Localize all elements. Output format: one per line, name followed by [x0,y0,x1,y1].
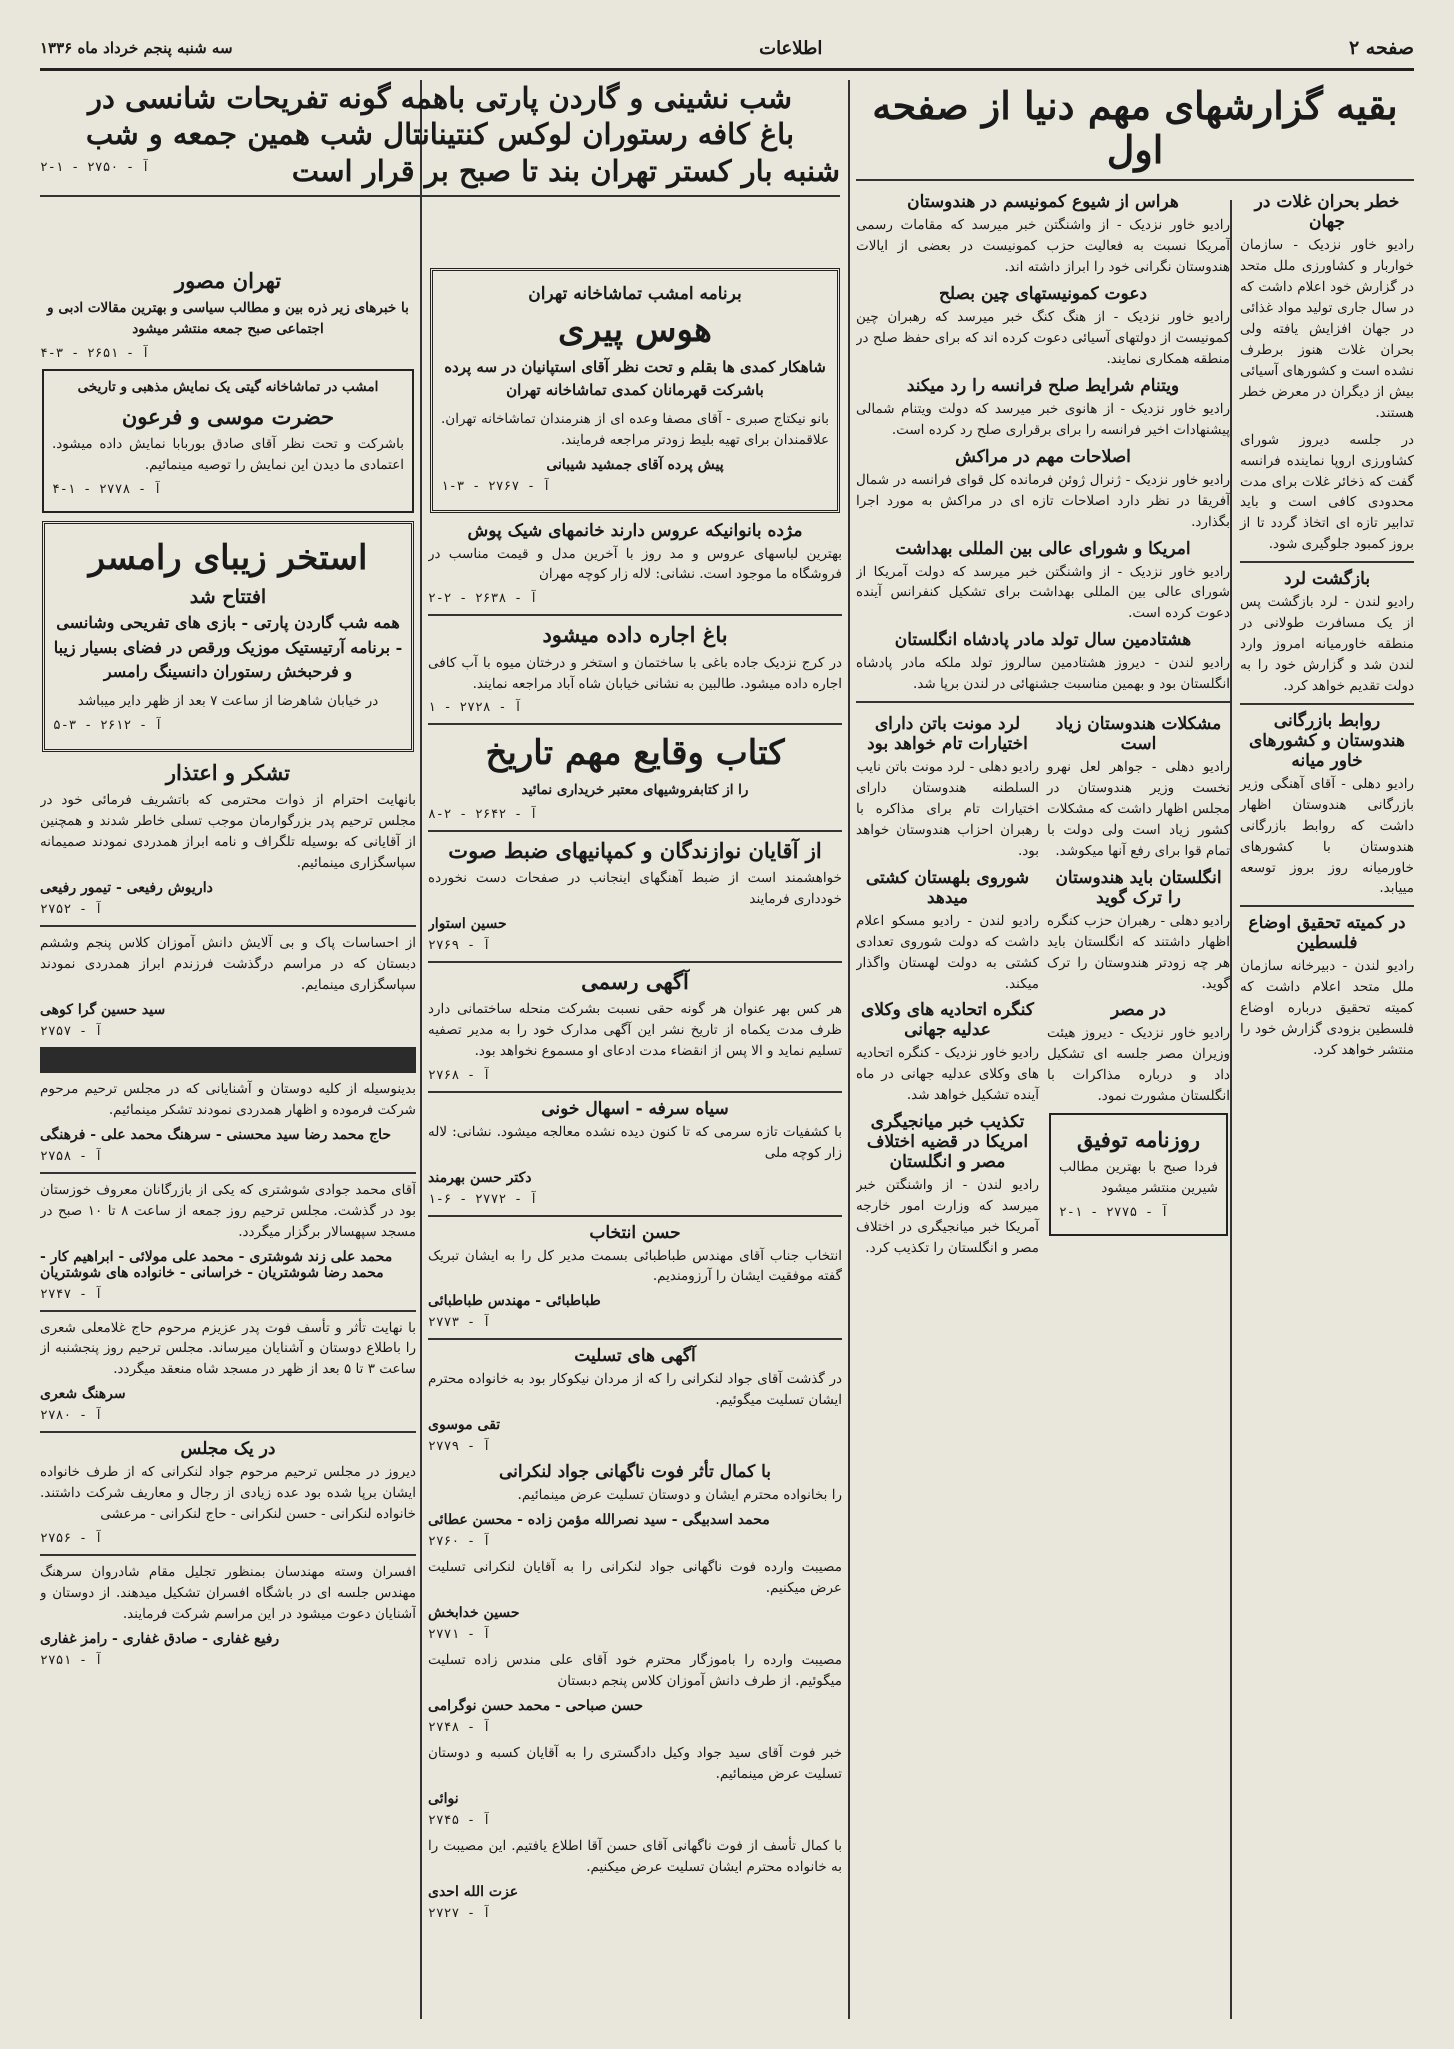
ramsar-small: در خیابان شاهرضا از ساعت ۷ بعد از ظهر دایر میباشد [77,693,379,710]
decorative-bar [40,1047,416,1073]
theater-sub: شاهکار کمدی ها بقلم و تحت نظر آقای استپانیان در سه پرده باشرکت قهرمانان کمدی تماشاخانه تهران [444,358,826,400]
signature: تقی موسوی [428,1417,501,1434]
bagh-text: در کرج نزدیک جاده باغی با ساختمان و استخر و درختان میوه با آب کافی اجاره داده میشود. طالبین به نشانی خیابان شاه آباد مراجعه نمایند. [428,654,842,692]
banner-line-2: باغ کافه رستوران لوکس کنتینانتال شب همین جمعه و شب [85,117,795,152]
news-text: رادیو خاور نزدیک - از واشنگتن خبر میرسد که دولت آمریکا از شورای عالی بین المللی بهداشت برای تشکیل کنفرانس آینده دعوت کرده است. [856,563,1230,622]
banner-line-3: شنبه بار کستر تهران بند تا صبح بر قرار است [291,153,840,188]
ad-code: آ - ۲۷۵۰ - ۱-۲ [40,160,150,176]
ad-code: آ - ۲۷۴۷ [40,1286,103,1302]
news-headline: لرد مونت باتن دارای اختیارات تام خواهد بود [867,714,1028,755]
ramsar-box [42,521,414,752]
tehran-mosavar-text: با خبرهای زیر ذره بین و مطالب سیاسی و بهترین مقالات ادبی و اجتماعی صبح جمعه منتشر میشود [47,300,409,338]
ad-code: آ - ۲۷۷۱ [428,1626,491,1642]
top-banner-ad [40,80,840,255]
divider [40,1554,416,1556]
signature: حسن صباحی - محمد حسن نوگرامی [428,1697,644,1714]
book-text: را از کتابفروشیهای معتبر خریداری نمائید [521,781,749,798]
news-headline: مشکلات هندوستان زیاد است [1055,714,1222,755]
divider [1240,703,1414,705]
khuzestan-text: آقای محمد جوادی شوشتری که یکی از بازرگانان معروف خوزستان بود در گذشت. مجلس ترحیم روز جمعه از ساعت ۸ تا ۱۰ صبح در مسجد سپهسالار برگزار میگردد. [40,1181,416,1240]
date-line: سه شنبه پنجم خرداد ماه ۱۳۳۶ [40,39,233,57]
news-headline: تکذیب خبر میانجیگری امریکا در قضیه اختلاف مصر و انگلستان [866,1112,1029,1173]
news-section [856,80,1414,2019]
news-headline: در کمیته تحقیق اوضاع فلسطین [1248,913,1406,954]
news-headline: هشتادمین سال تولد مادر پادشاه انگلستان [894,630,1192,651]
ad-code: آ - ۲۷۷۲ - ۶-۱ [428,1191,538,1207]
divider [856,179,1414,181]
wedding-text: بهترین لباسهای عروس و مد روز با آخرین مدل و قیمت مناسب در فروشگاه ما موجود است. نشانی: لاله زار کوچه مهران [428,545,842,583]
divider [856,701,1230,703]
news-headline: دعوت کمونیستهای چین بصلح [938,284,1148,305]
news-text: رادیو خاور نزدیک - از هنگ کنگ خبر میرسد که رهبران چین کمونیست از دولتهای آسیائی دعوت کرده اند که برای حفظ صلح در منطقه همکاری نمایند. [856,309,1230,367]
news-text: رادیو دهلی - لرد مونت باتن نایب السلطنه هندوستان دارای اختیارات تام برای مذاکره با رهبران احزاب هندوستان خواهد بود. [856,759,1039,859]
page-header [40,28,1414,71]
signature: داریوش رفیعی - تیمور رفیعی [40,880,213,897]
afsaran-text: افسران وسته مهندسان بمنظور تجلیل مقام شادروان سرهنگ مهندس جلسه ای در باشگاه افسران تشکیل میدهند. از دوستان و آشنایان دعوت میشود در این مراسم شرکت فرمایند. [40,1564,416,1622]
divider [40,1310,416,1312]
ad-code: آ - ۲۷۵۱ [40,1652,103,1668]
ad-code: آ - ۲۶۳۸ - ۲-۲ [428,591,538,607]
doctor-text: با کشفیات تازه سرمی که تا کنون دیده نشده معالجه میشود. نشانی: لاله زار کوچه ملی [428,1123,842,1161]
divider [40,195,840,197]
ad-code: آ - ۲۷۲۷ [428,1905,491,1921]
ad-code: آ - ۲۷۶۹ [428,937,491,953]
news-text: رادیو خاور نزدیک - از واشنگتن خبر میرسد که مقامات رسمی آمریکا نسبت به فعالیت حزب کمونیست در بعضی از ایالات هندوستان نگرانی خود را ابراز داشته اند. [856,217,1230,276]
tehran-mosavar-title: تهران مصور [174,268,282,293]
teachers-text: مصیبت وارده را باموزگار محترم خود آقای علی مندس زاده تسلیت میگوئیم. از طرف دانش آموزان کلاس پنجم دبستان [428,1651,842,1689]
agahi-rasmi-title: آگهی رسمی [581,968,689,994]
tofigh-box [1049,1113,1228,1236]
divider [40,1172,416,1174]
signature: دکتر حسن بهرمند [428,1169,532,1186]
news-subcolumn-a [1047,709,1230,1265]
news-text: رادیو خاور نزدیک - کنگره اتحادیه های وکلای عدلیه جهانی در ماه آینده تشکیل خواهد شد. [856,1045,1039,1104]
divider [428,723,842,725]
sarhang-text: با نهایت تأثر و تأسف فوت پدر عزیزم مرحوم حاج غلامعلی شعری را باطلاع دوستان و آشنایان میرساند. مجلس ترحیم روز پنجشنبه از ساعت ۳ تا ۵ بعد از ظهر در مسجد شاه منعقد میگردد. [40,1319,416,1378]
theater-text: بانو نیکتاج صبری - آقای مصفا وعده ای از هنرمندان تماشاخانه تهران. علاقمندان برای تهیه بلیط زودتر مراجعه فرمایند. [441,410,829,448]
ramsar-text: همه شب گاردن پارتی - بازی های تفریحی وشانسی - برنامه آرتیستیک موزیک ورقص در فضای بسیار زیبا و فرحبخش رستوران دانسینگ رامسر [53,612,403,682]
sepas-text: از احساسات پاک و بی آلایش دانش آموزان کلاس پنجم وششم دبستان که در مراسم درگذشت فرزندم ابراز همدردی نمودند سپاسگزاری مینمایم. [40,935,416,993]
ad-code: آ - ۲۷۷۳ [428,1315,491,1331]
hasan-entekhab-text: انتخاب جناب آقای مهندس طباطبائی بسمت مدیر کل را به ایشان تبریک گفته موفقیت ایشان را آرزومندیم. [428,1247,842,1285]
tofigh-title: روزنامه توفیق [1076,1127,1201,1153]
news-text: رادیو لندن - دبیرخانه سازمان ملل متحد اعلام داشت که کمیته تحقیق درباره اوضاع فلسطین بزودی گزارش خود را منتشر خواهد کرد. [1240,958,1414,1059]
divider [428,830,842,832]
news-text: رادیو لندن - لرد بازگشت پس از یک مسافرت طولانی در منطقه خاورمیانه امروز وارد لندن شد و گزارش خود را به دولت تقدیم خواهد کرد. [1240,594,1414,694]
banner-line-1: شب نشینی و گاردن پارتی باهمه گونه تفریحات شانسی در [87,81,793,115]
news-headline: امریکا و شورای عالی بین المللی بهداشت [895,538,1191,559]
divider [428,961,842,963]
divider [40,1431,416,1433]
news-headline: روابط بازرگانی هندوستان و کشورهای خاور میانه [1248,710,1405,771]
divider [428,1338,842,1340]
majlis-text: دیروز در مجلس ترحیم مرحوم جواد لنکرانی که از طرف خانواده ایشان برپا شده بود عده زیادی از رجال و معاریف شرکت داشتند. خانواده لنکرانی - حسن لنکرانی - حاج لنکرانی - مرعشی [40,1464,416,1523]
signature: طباطبائی - مهندس طباطبائی [428,1293,601,1310]
lankarani2-text: مصیبت وارده فوت ناگهانی جواد لنکرانی را به آقایان لنکرانی تسلیت عرض میکنیم. [428,1559,842,1597]
hasan-entekhab-title: حسن انتخاب [589,1222,681,1243]
news-headline: خطر بحران غلات در جهان [1254,192,1400,233]
ad-code: آ - ۲۷۷۹ [428,1439,491,1455]
ad-code: آ - ۲۷۲۸ - ۱ [428,700,522,716]
news-headline: کنگره اتحادیه های وکلای عدلیه جهانی [861,1000,1034,1041]
ad-code: آ - ۲۷۵۲ [40,902,103,918]
news-main-title: بقیه گزارشهای مهم دنیا از صفحه اول [872,83,1398,172]
ad-code: آ - ۲۷۵۷ [40,1023,103,1039]
ad-code: آ - ۲۶۴۲ - ۲-۸ [428,806,538,822]
news-headline: انگلستان باید هندوستان را ترک گوید [1055,867,1222,908]
gramophone-text: خواهشمند است از ضبط آهنگهای اینجانب در صفحات دست نخورده خودداری فرمایند [428,869,842,907]
news-headline: شوروی بلهستان کشتی میدهد [865,867,1030,908]
tasliyat-text: در گذشت آقای جواد لنکرانی را که از مردان نیکوکار بود به خانواده محترم ایشان تسلیت میگوئیم. [428,1371,842,1409]
news-text: رادیو لندن - از واشنگتن خبر میرسد که وزارت امور خارجه آمریکا خبر میانجیگری در اختلاف مصر و انگلستان را تکذیب کرد. [856,1177,1039,1256]
paper-name: اطلاعات [759,37,823,59]
news-text: رادیو دهلی - آقای آهنگی وزیر بازرگانی هندوستان اظهار داشت که روابط بازرگانی هندوستان با کشورهای خاورمیانه روز بروز توسعه مییابد. [1240,775,1414,897]
lawyer-text: خبر فوت آقای سید جواد وکیل دادگستری را به آقایان کسبه و دوستان تسلیت عرض مینمائیم. [428,1744,842,1782]
news-text: رادیو لندن - دیروز هشتادمین سالروز تولد ملکه مادر پادشاه انگلستان بود و بهمین مناسبت جشنهائی در لندن برپا شد. [856,655,1230,693]
news-text: رادیو خاور نزدیک - سازمان خواربار و کشاورزی ملل متحد در گزارش خود اعلام داشت که در سال جاری تولید مواد غذائی در جهان افزایش یافته ولی بحران غلات هنوز برطرف نشده است و کشورهای آسیائی بیش از دیگران در معرض خطر هستند. [1240,237,1414,421]
ad-code: آ - ۲۷۴۸ [428,1719,491,1735]
musa-text: باشرکت و تحت نظر آقای صادق بوربابا نمایش داده میشود. اعتمادی ما دیدن این نمایش را توصیه مینمائیم. [52,436,404,474]
ad-code: آ - ۲۷۷۵ - ۱-۲ [1059,1205,1169,1221]
agahi-rasmi-text: هر کس بهر عنوان هر گونه حقی نسبت بشرکت منحله ساختمانی دارد ظرف مدت یکماه از تاریخ نشر این آگهی مدارک خود را به مدیر تصفیه تسلیم نماید و الا پس از انقضاء مدت ادعای او مسموع نخواهد بود. [428,1000,842,1059]
musa-box [42,369,414,513]
book-title: کتاب وقایع مهم تاریخ [485,733,785,774]
theater-title: هوس پیری [558,310,712,350]
news-column-1 [1240,187,1414,1265]
news-text: در جلسه دیروز شورای کشاورزی اروپا نماینده فرانسه گفت که ذخائر غلات برای مدت محدودی کافی است و باید تدابیر تازه ای اتخاذ گردد تا از بروز کمبود جلوگیری شود. [1240,431,1414,553]
signature: حاج محمد رضا سید محسنی - سرهنگ محمد علی - فرهنگی [40,1126,392,1143]
news-subcolumn-b [856,709,1039,1265]
divider [428,614,842,616]
signature: عزت الله احدی [428,1883,519,1900]
ad-code: آ - ۲۷۷۸ - ۱-۴ [52,482,162,498]
news-headline: در مصر [1111,1000,1166,1021]
news-text: رادیو خاور نزدیک - از هانوی خبر میرسد که دولت ویتنام شمالی پیشنهادات اخیر فرانسه را برای برقراری صلح رد کرده است. [856,400,1230,438]
divider [1240,905,1414,907]
tasliyat-title: آگهی های تسلیت [574,1346,696,1367]
tofigh-text: فردا صبح با بهترین مطالب شیرین منتشر میشود [1059,1159,1218,1197]
theater-intro: برنامه امشب تماشاخانه تهران [528,284,742,304]
news-text: رادیو خاور نزدیک - ژنرال ژوئن فرمانده کل قوای فرانسه در شمال آفریقا در نظر دارد اصلاحات تازه ای در مراکش به مورد اجرا بگذارد. [856,471,1230,530]
doctor-title: سیاه سرفه - اسهال خونی [541,1098,729,1119]
news-text: رادیو خاور نزدیک - دیروز هیئت وزیران مصر جلسه ای تشکیل داد و درباره مذاکرات با انگلستان مشورت نمود. [1047,1025,1230,1105]
signature: رفیع غفاری - صادق غفاری - رامز غفاری [40,1630,280,1647]
ads-middle-column [428,262,842,2019]
musa-title: حضرت موسی و فرعون [121,404,335,430]
gramophone-title: از آقایان نوازندگان و کمپانیهای ضبط صوت [448,837,822,863]
tashakor-text: بانهایت احترام از ذوات محترمی که باتشریف فرمائی خود در مجلس ترحیم پدر بزرگوارمان موجب تسلی خاطر شدند و همچنین از آقایانی که بوسیله تلگراف و نامه ابراز همدردی نمودند صمیمانه سپاسگزاری مینمائیم. [40,792,416,872]
signature: محمد علی زند شوشتری - محمد علی مولائی - ابراهیم کار - محمد رضا شوشتریان - خراسانی - خانواده های شوشتریان [40,1248,393,1281]
divider [428,1215,842,1217]
column-rule [420,80,422,2019]
news-headline: هراس از شیوع کمونیسم در هندوستان [907,192,1179,213]
signature: پیش پرده آقای جمشید شیبانی [546,456,724,473]
signature: سید حسین گرا کوهی [40,1001,166,1018]
ad-code: آ - ۲۶۱۲ - ۳-۵ [53,718,163,734]
theater-box [430,268,840,513]
ramsar-sub: افتتاح شد [189,586,267,609]
signature: محمد اسدبیگی - سید نصرالله مؤمن زاده - محسن عطائی [428,1512,770,1529]
tashakor-title: تشکر و اعتذار [165,760,291,786]
page-number: صفحه ۲ [1348,37,1414,59]
ad-code: آ - ۲۷۵۸ [40,1148,103,1164]
lankarani-text: را بخانواده محترم ایشان و دوستان تسلیت عرض مینمائیم. [517,1487,842,1504]
ad-code: آ - ۲۷۶۷ - ۳-۱ [441,478,551,494]
column-rule [848,80,850,2019]
ad-code: آ - ۲۷۵۶ [40,1531,103,1547]
tashakor2-text: بدینوسیله از کلیه دوستان و آشنایانی که در مجلس ترحیم مرحوم شرکت فرموده و اظهار همدردی نمودند تشکر مینمائیم. [40,1080,416,1118]
ad-code: آ - ۲۶۵۱ - ۳-۴ [40,346,150,362]
ads-left-column [40,262,416,2019]
signature: سرهنگ شعری [40,1386,126,1403]
signature: نوائی [428,1790,459,1807]
divider [1240,561,1414,563]
ad-code: آ - ۲۷۶۸ [428,1067,491,1083]
musa-intro: امشب در تماشاخانه گیتی یک نمایش مذهبی و تاریخی [77,379,379,396]
ramsar-title: استخر زیبای رامسر [88,538,368,579]
news-column-2 [856,187,1230,1265]
news-text: رادیو لندن - رادیو مسکو اعلام داشت که دولت شوروی تعدادی کشتی به دولت لهستان واگذار میکند. [856,912,1039,992]
final-text: با کمال تأسف از فوت ناگهانی آقای حسن آقا اطلاع یافتیم. این مصیبت را به خانواده محترم ایشان تسلیت عرض میکنیم. [428,1837,842,1875]
divider [40,925,416,927]
majlis-title: در یک مجلس [180,1439,276,1460]
ad-code: آ - ۲۷۴۵ [428,1812,491,1828]
news-text: رادیو دهلی - جواهر لعل نهرو نخست وزیر هندوستان در مجلس اظهار داشت که مشکلات کشور زیاد است ولی دولت با تمام قوا برای رفع آنها میکوشد. [1047,759,1230,859]
ad-code: آ - ۲۷۸۰ [40,1408,103,1424]
divider [428,1091,842,1093]
lankarani-title: با کمال تأثر فوت ناگهانی جواد لنکرانی [498,1462,772,1483]
wedding-title: مژده بانوانیکه عروس دارند خانمهای شیک پوش [467,520,803,541]
news-headline: ویتنام شرایط صلح فرانسه را رد میکند [906,375,1180,396]
bagh-title: باغ اجاره داده میشود [542,622,728,648]
ad-code: آ - ۲۷۶۰ [428,1534,491,1550]
news-text: رادیو دهلی - رهبران حزب کنگره اظهار داشتند که انگلستان باید هر چه زودتر هندوستان را ترک گوید. [1047,912,1230,992]
news-headline: اصلاحات مهم در مراکش [955,446,1131,467]
news-headline: بازگشت لرد [1283,569,1371,590]
signature: حسین استوار [428,915,507,932]
signature: حسین خدابخش [428,1604,520,1621]
